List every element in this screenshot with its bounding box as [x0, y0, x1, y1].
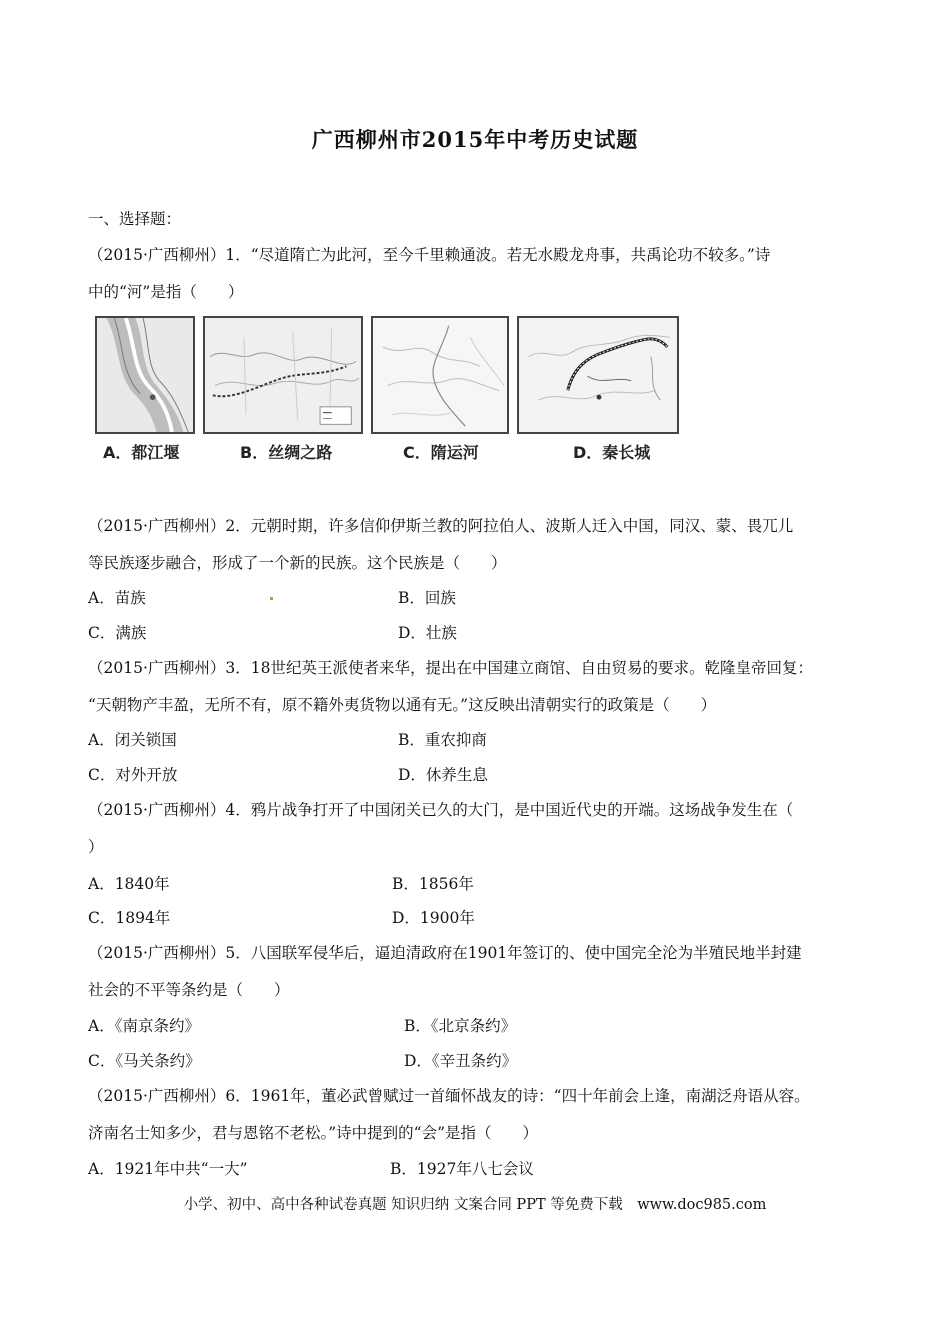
question-1-stem-line2: 中的“河”是指（ ）	[88, 283, 244, 301]
question-4-option-c: C．1894年	[88, 909, 171, 927]
question-4-stem-line1: （2015·广西柳州）4．鸦片战争打开了中国闭关已久的大门，是中国近代史的开端。这场战争发生在（	[88, 801, 794, 819]
question-2-option-a: A．苗族	[88, 589, 146, 607]
section-heading: 一、选择题：	[88, 210, 182, 228]
question-6-stem-line2: 济南名士知多少，君与恩铭不老松。”诗中提到的“会”是指（ ）	[88, 1124, 539, 1142]
question-5-option-d: D．《辛丑条约》	[404, 1052, 518, 1070]
question-3-option-d: D．休养生息	[398, 766, 488, 784]
page-title: 广西柳州市2015年中考历史试题	[311, 127, 639, 152]
question-4-option-d: D．1900年	[392, 909, 475, 927]
question-4-option-b: B．1856年	[392, 875, 474, 893]
question-4-option-a: A．1840年	[88, 875, 170, 893]
question-5-stem-line2: 社会的不平等条约是（ ）	[88, 981, 290, 999]
question-4-stem-line2: ）	[88, 838, 104, 856]
map-option-d-label: D．秦长城	[573, 443, 651, 462]
question-6-option-a: A．1921年中共“一大”	[88, 1160, 248, 1178]
stray-mark	[270, 597, 273, 600]
question-2-option-c: C．满族	[88, 624, 147, 642]
question-6-option-b: B．1927年八七会议	[390, 1160, 534, 1178]
qin-great-wall-map	[517, 316, 679, 434]
silk-road-map	[203, 316, 363, 434]
question-3-option-a: A．闭关锁国	[88, 731, 177, 749]
map-option-a-label: A．都江堰	[103, 443, 180, 462]
dujiangyan-map	[95, 316, 195, 434]
question-3-stem-line2: “天朝物产丰盈，无所不有，原不籍外夷货物以通有无。”这反映出清朝实行的政策是（ ）	[88, 696, 717, 714]
question-3-stem-line1: （2015·广西柳州）3．18世纪英王派使者来华，提出在中国建立商馆、自由贸易的要求。乾隆皇帝回复：	[88, 659, 813, 677]
question-3-option-b: B．重农抑商	[398, 731, 487, 749]
question-6-stem-line1: （2015·广西柳州）6．1961年，董必武曾赋过一首缅怀战友的诗：“四十年前会上逢，南湖泛舟语从容。	[88, 1087, 810, 1105]
question-2-option-d: D．壮族	[398, 624, 457, 642]
map-option-b-label: B．丝绸之路	[240, 443, 333, 462]
question-5-option-b: B．《北京条约》	[404, 1017, 517, 1035]
question-5-stem-line1: （2015·广西柳州）5．八国联军侵华后，逼迫清政府在1901年签订的、使中国完全沦为半殖民地半封建	[88, 944, 802, 962]
question-2-stem-line1: （2015·广西柳州）2．元朝时期，许多信仰伊斯兰教的阿拉伯人、波斯人迁入中国，同汉、蒙、畏兀儿	[88, 517, 794, 535]
question-1-map-options	[0, 316, 950, 466]
question-2-option-b: B．回族	[398, 589, 456, 607]
question-5-option-a: A．《南京条约》	[88, 1017, 200, 1035]
question-1-stem-line1: （2015·广西柳州）1．“尽道隋亡为此河，至今千里赖通波。若无水殿龙舟事，共禹论功不较多。”诗	[88, 246, 771, 264]
question-5-option-c: C．《马关条约》	[88, 1052, 201, 1070]
page-footer: 小学、初中、高中各种试卷真题 知识归纳 文案合同 PPT 等免费下载 www.doc985.com	[183, 1197, 767, 1213]
map-option-c-label: C．隋运河	[403, 443, 479, 462]
question-3-option-c: C．对外开放	[88, 766, 178, 784]
sui-canal-map	[371, 316, 509, 434]
question-2-stem-line2: 等民族逐步融合，形成了一个新的民族。这个民族是（ ）	[88, 554, 507, 572]
